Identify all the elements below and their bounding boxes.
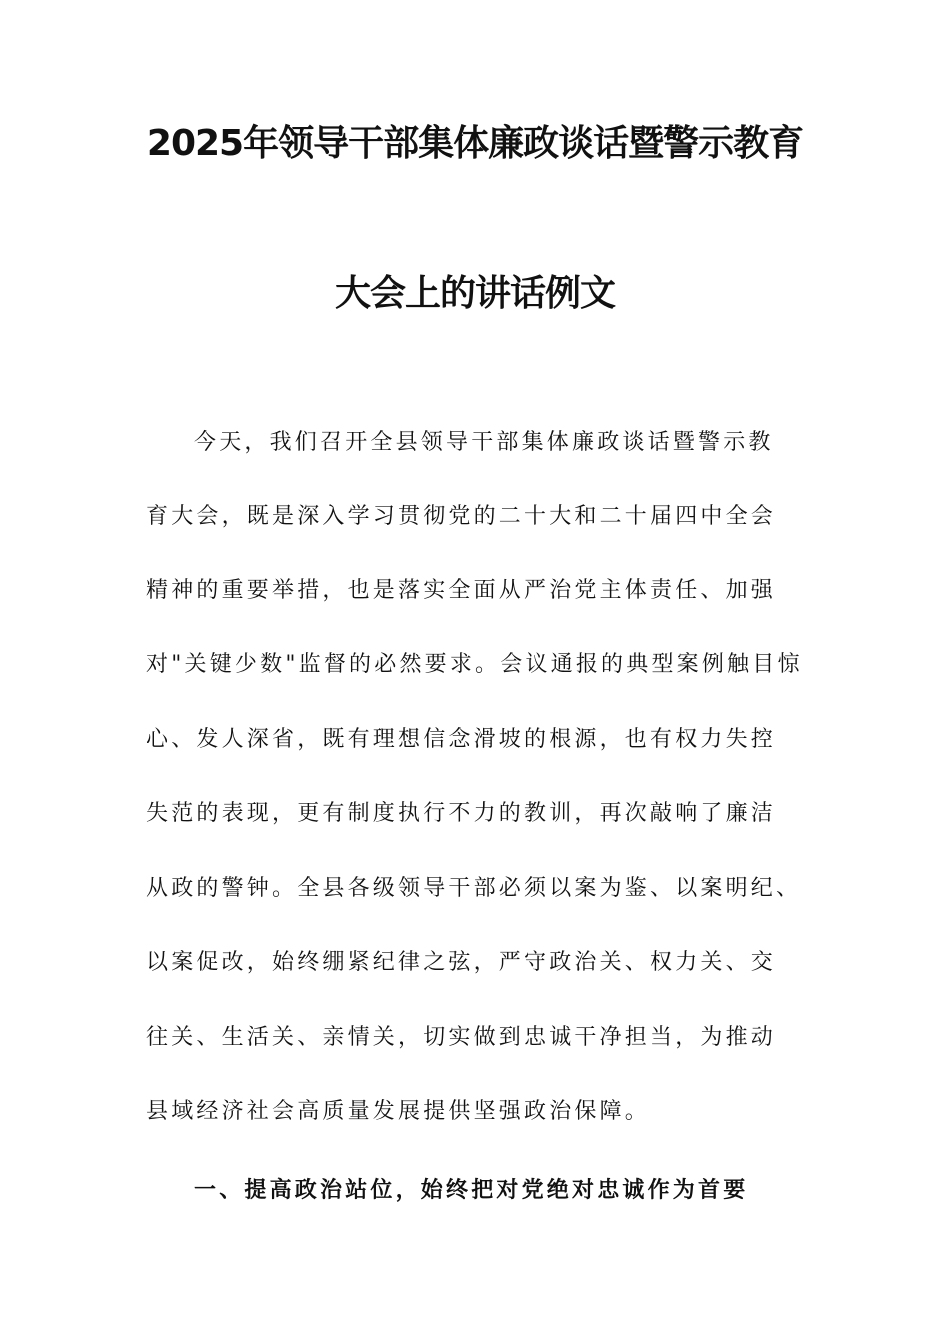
paragraph-line-7: 从政的警钟。全县各级领导干部必须以案为鉴、以案明纪、 bbox=[146, 876, 802, 901]
document-title-line-1: 2025年领导干部集体廉政谈话暨警示教育 bbox=[146, 123, 804, 164]
paragraph-line-6: 失范的表现，更有制度执行不力的教训，再次敲响了廉洁 bbox=[146, 801, 777, 826]
paragraph-line-9: 往关、生活关、亲情关，切实做到忠诚干净担当，为推动 bbox=[146, 1025, 777, 1050]
paragraph-line-10: 县域经济社会高质量发展提供坚强政治保障。 bbox=[146, 1099, 651, 1124]
document-title-line-2: 大会上的讲话例文 bbox=[334, 273, 615, 314]
section-heading: 一、提高政治站位，始终把对党绝对忠诚作为首要 bbox=[194, 1177, 749, 1203]
paragraph-line-4: 对"关键少数"监督的必然要求。会议通报的典型案例触目惊 bbox=[146, 652, 803, 677]
paragraph-line-5: 心、发人深省，既有理想信念滑坡的根源，也有权力失控 bbox=[146, 727, 777, 752]
paragraph-line-2: 育大会，既是深入学习贯彻党的二十大和二十届四中全会 bbox=[146, 504, 777, 529]
paragraph-line-3: 精神的重要举措，也是落实全面从严治党主体责任、加强 bbox=[146, 578, 777, 603]
paragraph-line-8: 以案促改，始终绷紧纪律之弦，严守政治关、权力关、交 bbox=[146, 950, 777, 975]
paragraph-line-1: 今天，我们召开全县领导干部集体廉政谈话暨警示教 bbox=[194, 430, 774, 455]
